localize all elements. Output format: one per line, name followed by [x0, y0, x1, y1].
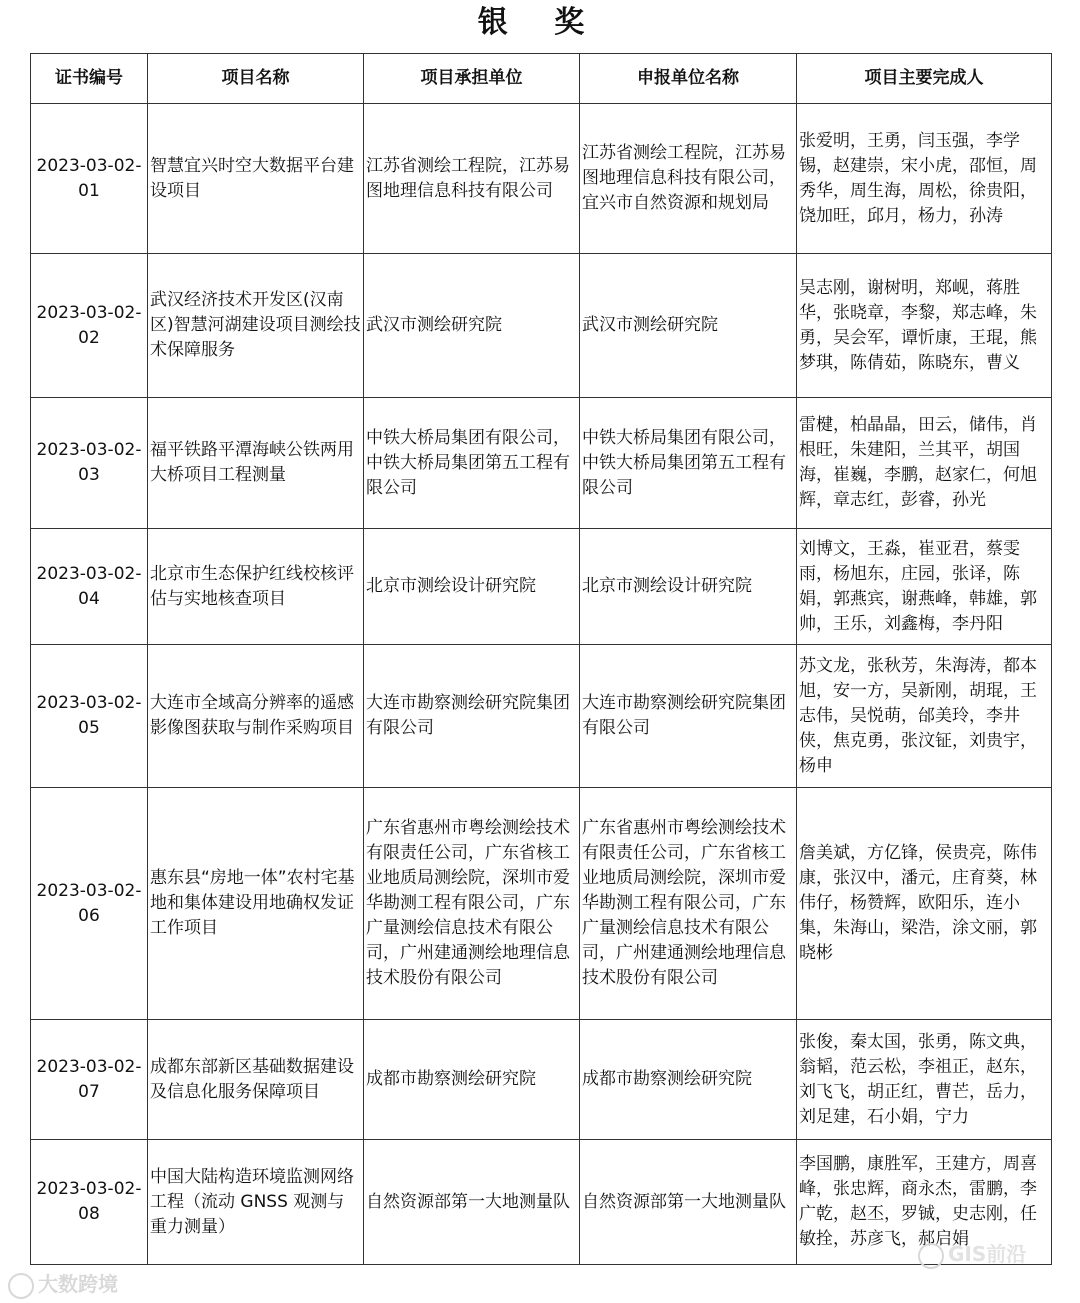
- header-people: 项目主要完成人: [797, 54, 1052, 104]
- cert-number-cell: 2023-03-02-05: [31, 645, 148, 788]
- table-row: [31, 529, 1052, 645]
- project-name-cell: 中国大陆构造环境监测网络工程（流动 GNSS 观测与重力测量）: [148, 1140, 364, 1265]
- people-cell: 刘博文，王淼，崔亚君，蔡雯雨，杨旭东，庄园，张译，陈娟，郭燕宾，谢燕峰，韩雄，郭帅，王乐，刘鑫梅，李丹阳: [797, 529, 1052, 645]
- header-project-name: 项目名称: [148, 54, 364, 104]
- people-cell: 雷楗，柏晶晶，田云，储伟，肖根旺，朱建阳，兰其平，胡国海，崔巍，李鹏，赵家仁，何旭辉，章志红，彭睿，孙光: [797, 398, 1052, 529]
- table-row: [31, 104, 1052, 254]
- awards-table: [30, 53, 1052, 1265]
- cert-number-cell: 2023-03-02-02: [31, 254, 148, 398]
- people-cell: 苏文龙，张秋芳，朱海涛，都本旭，安一方，吴新刚，胡琨，王志伟，吴悦萌，邰美玲，李井侠，焦克勇，张汶钲，刘贵宇，杨申: [797, 645, 1052, 788]
- cert-number-cell: 2023-03-02-07: [31, 1020, 148, 1140]
- people-cell: 吴志刚，谢树明，郑岘，蒋胜华，张晓章，李黎，郑志峰，朱勇，吴会军，谭忻康，王琨，熊梦琪，陈倩茹，陈晓东，曹义: [797, 254, 1052, 398]
- header-cert-number: 证书编号: [31, 54, 148, 104]
- cert-number-cell: 2023-03-02-01: [31, 104, 148, 254]
- table-row: [31, 1020, 1052, 1140]
- project-name-cell: 大连市全域高分辨率的遥感影像图获取与制作采购项目: [148, 645, 364, 788]
- applicant-cell: 大连市勘察测绘研究院集团有限公司: [580, 645, 797, 788]
- applicant-cell: 广东省惠州市粤绘测绘技术有限责任公司，广东省核工业地质局测绘院，深圳市爱华勘测工程有限公司，广东广量测绘信息技术有限公司，广州建通测绘地理信息技术股份有限公司: [580, 788, 797, 1020]
- applicant-cell: 自然资源部第一大地测量队: [580, 1140, 797, 1265]
- undertaker-cell: 成都市勘察测绘研究院: [364, 1020, 580, 1140]
- project-name-cell: 武汉经济技术开发区(汉南区)智慧河湖建设项目测绘技术保障服务: [148, 254, 364, 398]
- undertaker-cell: 北京市测绘设计研究院: [364, 529, 580, 645]
- people-cell: 詹美斌，方亿锋，侯贵亮，陈伟康，张汉中，潘元，庄育葵，林伟仔，杨赞辉，欧阳乐，连小集，朱海山，梁浩，涂文丽，郭晓彬: [797, 788, 1052, 1020]
- applicant-cell: 北京市测绘设计研究院: [580, 529, 797, 645]
- project-name-cell: 福平铁路平潭海峡公铁两用大桥项目工程测量: [148, 398, 364, 529]
- undertaker-cell: 大连市勘察测绘研究院集团有限公司: [364, 645, 580, 788]
- wechat-icon: [918, 1243, 944, 1269]
- table-row: [31, 645, 1052, 788]
- people-cell: 张俊，秦太国，张勇，陈文典，翁韬，范云松，李祖正，赵东，刘飞飞，胡正红，曹芒，岳力，刘足建，石小娟，宁力: [797, 1020, 1052, 1140]
- applicant-cell: 中铁大桥局集团有限公司，中铁大桥局集团第五工程有限公司: [580, 398, 797, 529]
- table-row: [31, 788, 1052, 1020]
- header-undertaker: 项目承担单位: [364, 54, 580, 104]
- cert-number-cell: 2023-03-02-03: [31, 398, 148, 529]
- table-row: [31, 254, 1052, 398]
- applicant-cell: 武汉市测绘研究院: [580, 254, 797, 398]
- cert-number-cell: 2023-03-02-08: [31, 1140, 148, 1265]
- page-title: 银 奖: [477, 5, 603, 40]
- watermark-right: [918, 1238, 1026, 1269]
- undertaker-cell: 武汉市测绘研究院: [364, 254, 580, 398]
- project-name-cell: 成都东部新区基础数据建设及信息化服务保障项目: [148, 1020, 364, 1140]
- table-row: [31, 398, 1052, 529]
- undertaker-cell: 自然资源部第一大地测量队: [364, 1140, 580, 1265]
- applicant-cell: 成都市勘察测绘研究院: [580, 1020, 797, 1140]
- table-header-row: [31, 54, 1052, 104]
- applicant-cell: 江苏省测绘工程院，江苏易图地理信息科技有限公司，宜兴市自然资源和规划局: [580, 104, 797, 254]
- watermark-left: [8, 1268, 118, 1299]
- people-cell: 张爱明，王勇，闫玉强，李学锡，赵建崇，宋小虎，邵恒，周秀华，周生海，周松，徐贵阳，饶加旺，邱月，杨力，孙涛: [797, 104, 1052, 254]
- cert-number-cell: 2023-03-02-06: [31, 788, 148, 1020]
- project-name-cell: 北京市生态保护红线校核评估与实地核查项目: [148, 529, 364, 645]
- project-name-cell: 惠东县“房地一体”农村宅基地和集体建设用地确权发证工作项目: [148, 788, 364, 1020]
- header-applicant: 申报单位名称: [580, 54, 797, 104]
- people-cell: 李国鹏，康胜军，王建方，周喜峰，张忠辉，商永杰，雷鹏，李广乾，赵丕，罗铖，史志刚，任敏拴，苏彦飞，郝启娟: [797, 1140, 1052, 1265]
- undertaker-cell: 江苏省测绘工程院，江苏易图地理信息科技有限公司: [364, 104, 580, 254]
- watermark-right-text: GIS前沿: [948, 1242, 1027, 1266]
- undertaker-cell: 中铁大桥局集团有限公司，中铁大桥局集团第五工程有限公司: [364, 398, 580, 529]
- cert-number-cell: 2023-03-02-04: [31, 529, 148, 645]
- watermark-left-text: 大数跨境: [38, 1272, 118, 1296]
- table-row: [31, 1140, 1052, 1265]
- weibo-icon: [8, 1273, 34, 1299]
- project-name-cell: 智慧宜兴时空大数据平台建设项目: [148, 104, 364, 254]
- undertaker-cell: 广东省惠州市粤绘测绘技术有限责任公司，广东省核工业地质局测绘院，深圳市爱华勘测工程有限公司，广东广量测绘信息技术有限公司，广州建通测绘地理信息技术股份有限公司: [364, 788, 580, 1020]
